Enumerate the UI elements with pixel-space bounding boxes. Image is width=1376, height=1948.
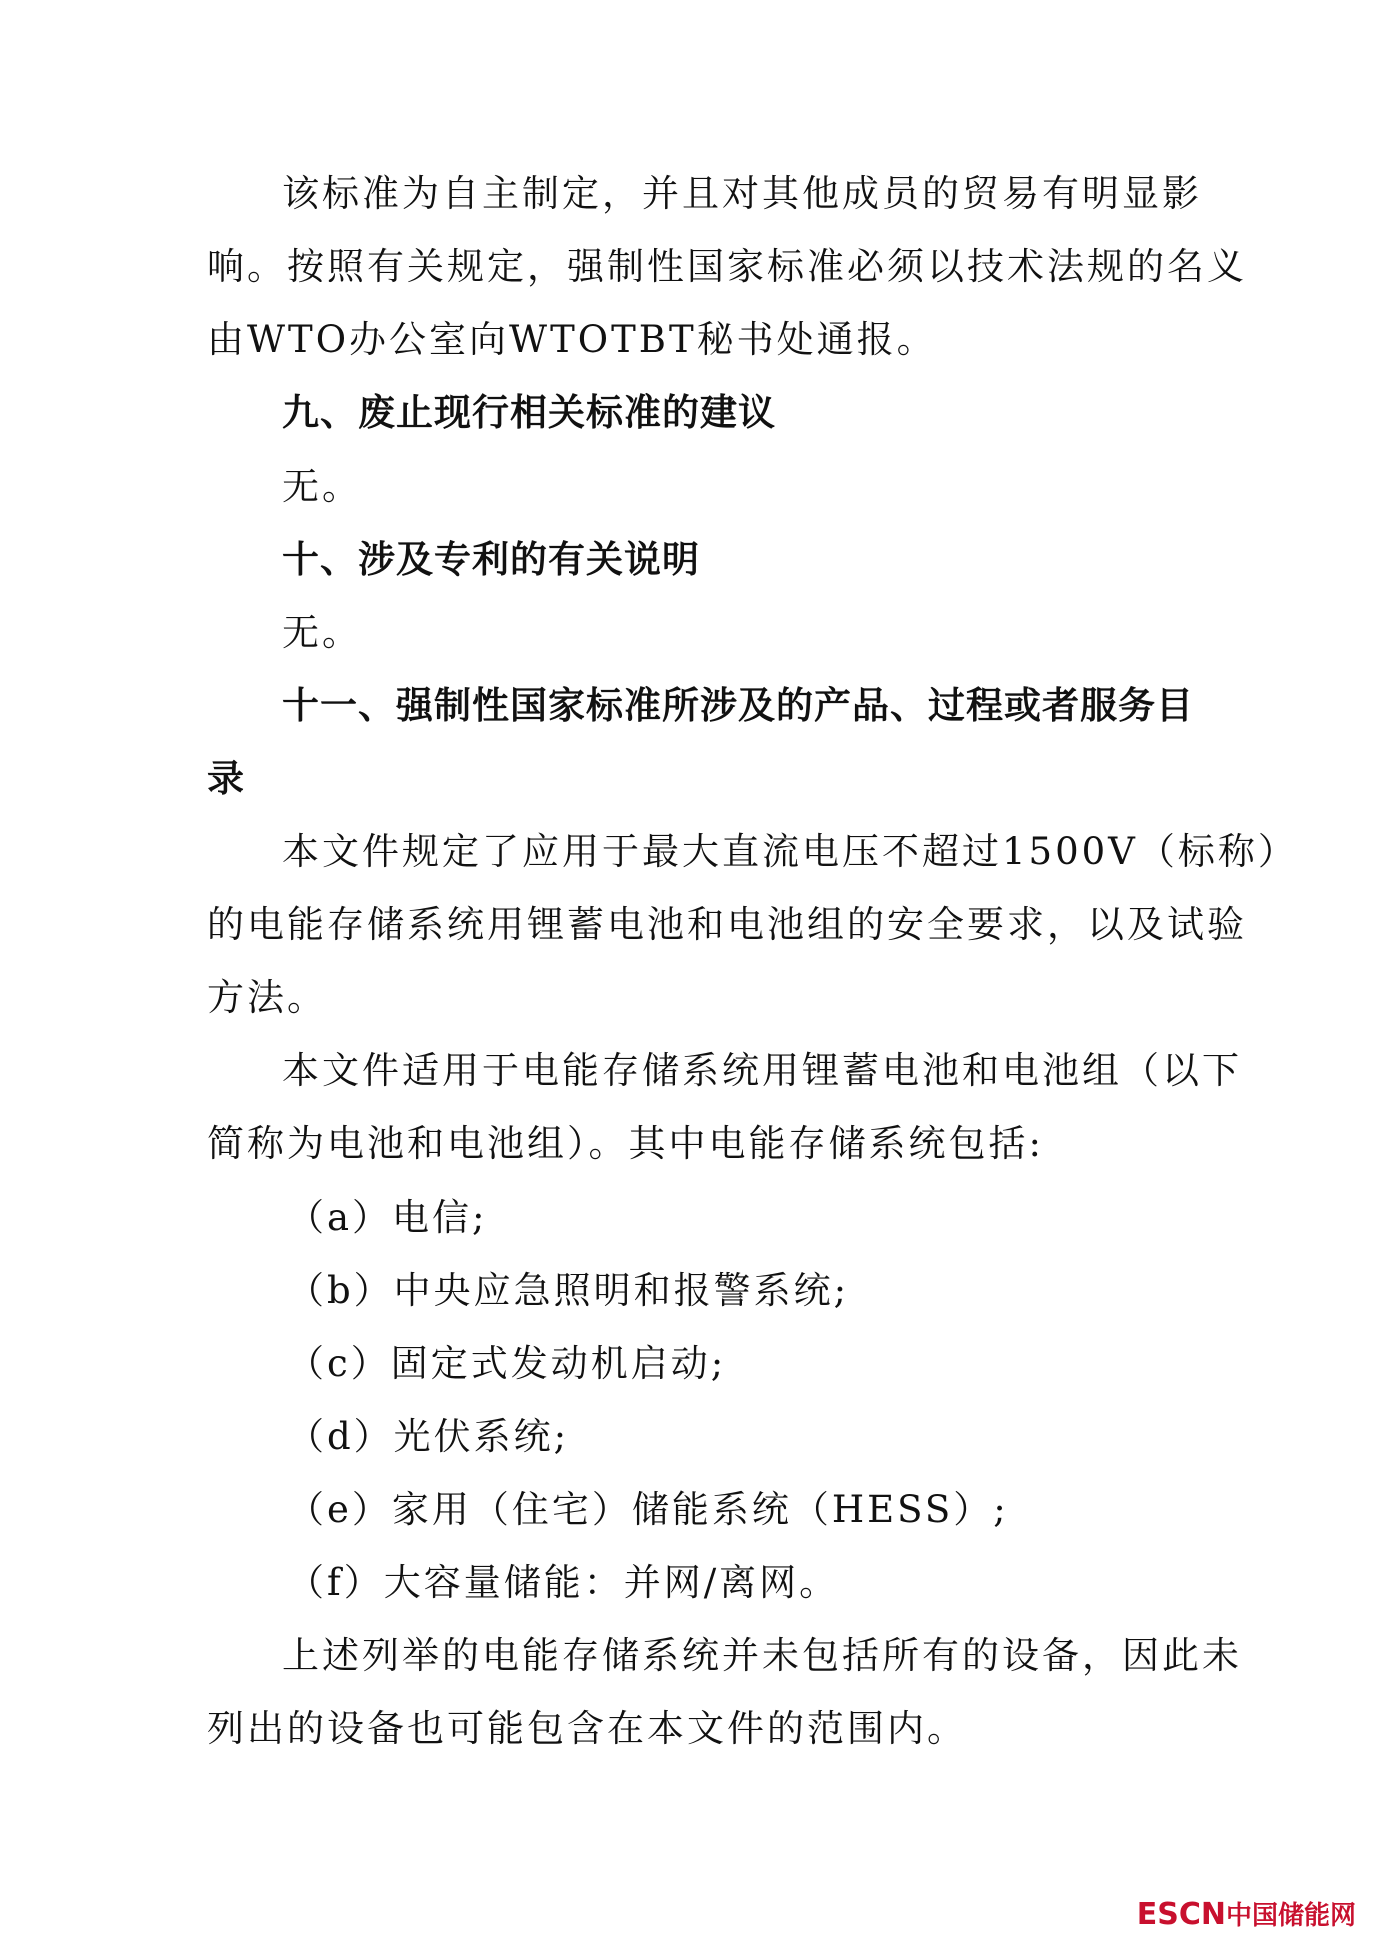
- list-item-e: （e）家用（住宅）储能系统（HESS）;: [287, 1488, 1009, 1531]
- section-answer-10: 无。: [282, 611, 362, 654]
- paragraph-line: 该标准为自主制定，并且对其他成员的贸易有明显影: [282, 172, 1202, 215]
- list-item-b: （b）中央应急照明和报警系统;: [287, 1269, 850, 1312]
- paragraph-line: 简称为电池和电池组）。其中电能存储系统包括:: [207, 1122, 1044, 1165]
- list-item-c: （c）固定式发动机启动;: [287, 1342, 727, 1385]
- paragraph-line: 列出的设备也可能包含在本文件的范围内。: [207, 1707, 967, 1750]
- section-heading-9: 九、废止现行相关标准的建议: [282, 391, 776, 434]
- paragraph-line: 上述列举的电能存储系统并未包括所有的设备，因此未: [282, 1634, 1242, 1677]
- list-item-a: （a）电信;: [287, 1196, 488, 1239]
- paragraph-line: 方法。: [207, 976, 327, 1019]
- watermark-brand: ESCN: [1136, 1897, 1226, 1932]
- paragraph-line: 响。按照有关规定，强制性国家标准必须以技术法规的名义: [207, 245, 1247, 288]
- paragraph-line: 由WTO办公室向WTOTBT秘书处通报。: [207, 318, 937, 361]
- section-heading-11-cont: 录: [207, 757, 245, 800]
- section-answer-9: 无。: [282, 465, 362, 508]
- list-item-d: （d）光伏系统;: [287, 1415, 570, 1458]
- list-item-f: （f）大容量储能：并网/离网。: [287, 1561, 840, 1604]
- paragraph-line: 本文件规定了应用于最大直流电压不超过1500V（标称）: [282, 830, 1298, 873]
- escn-watermark-logo: [1137, 1897, 1356, 1934]
- section-heading-11: 十一、强制性国家标准所涉及的产品、过程或者服务目: [282, 684, 1194, 727]
- watermark-name: 中国储能网: [1225, 1901, 1356, 1931]
- paragraph-line: 本文件适用于电能存储系统用锂蓄电池和电池组（以下: [282, 1049, 1242, 1092]
- paragraph-line: 的电能存储系统用锂蓄电池和电池组的安全要求，以及试验: [207, 903, 1247, 946]
- section-heading-10: 十、涉及专利的有关说明: [282, 538, 700, 581]
